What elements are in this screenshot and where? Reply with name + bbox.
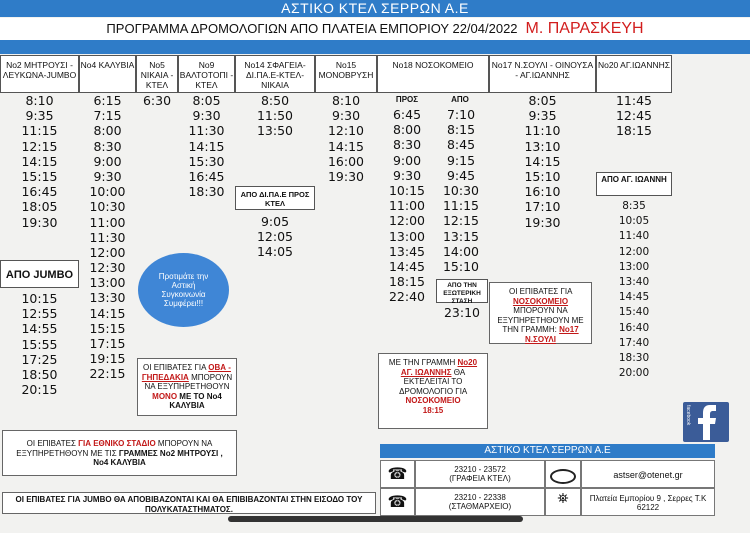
time-cell: 17:15 bbox=[89, 336, 126, 351]
no20-sub-label: ΑΠΟ ΑΓ. ΙΩΑΝΝΗ bbox=[596, 172, 672, 196]
promo-badge bbox=[138, 253, 229, 327]
email-icon bbox=[550, 469, 576, 484]
hosp-text-b: ΝΟΣΟΚΟΜΕΙΟ bbox=[512, 296, 569, 306]
time-cell: 12:00 bbox=[388, 213, 426, 229]
time-cell: 19:30 bbox=[327, 168, 365, 184]
time-cell: 12:00 bbox=[618, 245, 650, 258]
time-cell: 8:10 bbox=[331, 93, 361, 108]
phone-station-number: 23210 - 22338 bbox=[454, 493, 506, 502]
phone-office bbox=[415, 460, 545, 488]
no18-to-label: ΠΡΟΣ bbox=[395, 95, 419, 104]
time-cell: 8:30 bbox=[93, 138, 122, 154]
jumbo-note: ΟΙ ΕΠΙΒΑΤΕΣ ΓΙΑ JUMBO ΘΑ ΑΠΟΒΙΒΑΖΟΝΤΑΙ ΚΑΙ ΘΑ ΕΠΙΒΙΒΑΖΟΝΤΑΙ ΣΤΗΝ ΕΙΣΟΔΟ ΤΟΥ ΠΟΛΥΚΑΤΑΣΤΗΜΑΤΟΣ. bbox=[2, 492, 376, 514]
stadio-text-d: ΓΡΑΜΜΕΣ Νο2 ΜΗΤΡΟΥΣΙ , Νο4 ΚΑΛΥΒΙΑ bbox=[93, 448, 223, 467]
time-cell: 15:30 bbox=[188, 153, 225, 169]
no18-to-times bbox=[382, 107, 432, 304]
no18-from-label: ΑΠΟ bbox=[451, 95, 469, 104]
time-cell: 10:00 bbox=[89, 184, 126, 200]
location-icon-cell bbox=[545, 488, 581, 516]
time-cell: 13:40 bbox=[618, 275, 650, 288]
time-cell: 13:50 bbox=[256, 123, 294, 139]
time-cell: 20:00 bbox=[618, 367, 650, 380]
time-cell: 18:15 bbox=[615, 123, 653, 139]
time-cell: 12:15 bbox=[442, 213, 480, 229]
time-cell: 10:15 bbox=[21, 291, 58, 306]
time-cell: 17:10 bbox=[524, 199, 561, 215]
time-cell: 9:05 bbox=[260, 214, 290, 229]
time-cell: 10:30 bbox=[442, 182, 480, 198]
oba-text-b: ΟΒΑ - ΓΗΠΕΔΑΚΙΑ bbox=[141, 363, 231, 382]
no14-sub-label: ΑΠΟ ΔΙ.ΠΑ.Ε ΠΡΟΣ ΚΤΕΛ bbox=[235, 186, 315, 210]
time-cell: 22:15 bbox=[89, 366, 126, 382]
time-cell: 12:30 bbox=[89, 260, 126, 276]
time-cell: 8:05 bbox=[528, 93, 557, 108]
stadio-note bbox=[2, 430, 237, 476]
no20-note bbox=[378, 353, 488, 429]
time-cell: 9:35 bbox=[25, 108, 54, 124]
time-cell: 14:15 bbox=[188, 138, 225, 154]
time-cell: 19:30 bbox=[21, 214, 58, 230]
time-cell: 23:10 bbox=[443, 305, 481, 320]
time-cell: 12:15 bbox=[21, 138, 58, 154]
time-cell: 16:10 bbox=[524, 184, 561, 200]
facebook-label: facebook bbox=[685, 405, 691, 426]
address bbox=[581, 488, 715, 516]
time-cell: 17:40 bbox=[618, 336, 650, 349]
time-cell: 8:15 bbox=[446, 122, 476, 138]
no2-times bbox=[0, 93, 79, 230]
blue-strip bbox=[0, 40, 750, 54]
route-header-no14: Νο14 ΣΦΑΓΕΙΑ-ΔΙ.ΠΑ.Ε-ΚΤΕΛ-ΝΙΚΑΙΑ bbox=[235, 55, 315, 93]
schedule-title bbox=[0, 18, 750, 40]
promo-badge-text: Προτιμάτε την Αστική Συγκοινωνία Συμφέρει!!! bbox=[158, 272, 209, 308]
no20-text-c: ΘΑ ΕΚΤΕΛΕΙΤΑΙ ΤΟ ΔΡΟΜΟΛΟΓΙΟ ΓΙΑ bbox=[399, 367, 467, 396]
time-cell: 14:55 bbox=[21, 321, 58, 337]
no20-text-a: ΜΕ ΤΗΝ ΓΡΑΜΜΗ bbox=[388, 358, 456, 367]
time-cell: 18:30 bbox=[188, 184, 225, 200]
email-address[interactable]: astser@otenet.gr bbox=[581, 460, 715, 488]
no18-ext-label: ΑΠΟ ΤΗΝ ΕΞΩΤΕΡΙΚΗ ΣΤΑΣΗ bbox=[436, 279, 488, 303]
no18-ext-times bbox=[436, 305, 488, 320]
time-cell: 8:50 bbox=[260, 93, 290, 108]
time-cell: 15:10 bbox=[442, 258, 480, 274]
hosp-text-a: ΟΙ ΕΠΙΒΑΤΕΣ ΓΙΑ bbox=[509, 287, 572, 296]
stadio-text-c: ΜΠΟΡΟΥΝ ΝΑ ΕΞΥΠΗΡΕΤΗΘΟΥΝ ΜΕ ΤΙΣ bbox=[16, 439, 213, 458]
route-header-no9: Νο9 ΒΑΛΤΟΤΟΠΙ - ΚΤΕΛ bbox=[178, 55, 235, 93]
time-cell: 14:05 bbox=[256, 244, 294, 260]
time-cell: 11:00 bbox=[89, 214, 126, 230]
no20-sub-times bbox=[596, 199, 672, 381]
time-cell: 18:30 bbox=[618, 351, 650, 364]
time-cell: 18:05 bbox=[21, 199, 58, 215]
time-cell: 9:00 bbox=[392, 152, 422, 168]
time-cell: 13:15 bbox=[442, 228, 480, 244]
no14-times bbox=[235, 93, 315, 139]
time-cell: 18:15 bbox=[388, 274, 426, 290]
time-cell: 13:00 bbox=[618, 260, 650, 273]
email-icon-cell bbox=[545, 460, 581, 488]
time-cell: 9:30 bbox=[93, 168, 122, 184]
time-cell: 13:00 bbox=[89, 275, 126, 291]
no20-times bbox=[596, 93, 672, 139]
footer-heading: ΑΣΤΙΚΟ ΚΤΕΛ ΣΕΡΡΩΝ Α.Ε bbox=[380, 444, 715, 458]
hosp-text-d: Νο17 Ν.ΣΟΥΛΙ bbox=[525, 325, 579, 344]
time-cell: 9:30 bbox=[392, 167, 422, 183]
time-cell: 13:10 bbox=[524, 138, 561, 154]
route-header-no15: Νο15 ΜΟΝΟΒΡΥΣΗ bbox=[315, 55, 377, 93]
no2-sub-times bbox=[0, 291, 79, 397]
time-cell: 8:00 bbox=[93, 123, 122, 139]
time-cell: 11:15 bbox=[442, 198, 480, 214]
oba-text-e: ΜΕ ΤΟ Νο4 ΚΑΛΥΒΙΑ bbox=[169, 391, 222, 410]
time-cell: 7:10 bbox=[446, 107, 476, 122]
phone-cell-1 bbox=[380, 460, 415, 488]
time-cell: 9:45 bbox=[446, 167, 476, 183]
time-cell: 10:15 bbox=[388, 182, 426, 198]
phone-station-label: (ΣΤΑΘΜΑΡΧΕΙΟ) bbox=[448, 502, 512, 511]
time-cell: 10:30 bbox=[89, 199, 126, 215]
phone-cell-2 bbox=[380, 488, 415, 516]
oba-text-a: ΟΙ ΕΠΙΒΑΤΕΣ ΓΙΑ bbox=[143, 363, 207, 372]
time-cell: 22:40 bbox=[388, 289, 426, 305]
no9-times bbox=[178, 93, 235, 199]
address-line-2: 62122 bbox=[636, 503, 660, 512]
location-pin-icon: ⛯ bbox=[557, 490, 569, 506]
time-cell: 11:30 bbox=[188, 123, 225, 139]
hosp-text-c: ΜΠΟΡΟΥΝ ΝΑ ΕΞΥΠΗΡΕΤΗΘΟΥΝ ΜΕ ΤΗΝ ΓΡΑΜΜΗ: bbox=[497, 306, 584, 334]
time-cell: 16:00 bbox=[327, 153, 365, 169]
time-cell: 6:15 bbox=[93, 93, 122, 108]
time-cell: 8:45 bbox=[446, 137, 476, 153]
time-cell: 14:45 bbox=[618, 291, 650, 304]
phone-office-label: (ΓΡΑΦΕΙΑ ΚΤΕΛ) bbox=[449, 474, 511, 483]
time-cell: 8:00 bbox=[392, 122, 422, 138]
time-cell: 6:30 bbox=[142, 93, 172, 108]
time-cell: 14:00 bbox=[442, 243, 480, 259]
time-cell: 9:00 bbox=[93, 153, 122, 169]
time-cell: 12:55 bbox=[21, 306, 58, 322]
no4-times bbox=[79, 93, 136, 382]
header-banner: ΑΣΤΙΚΟ ΚΤΕΛ ΣΕΡΡΩΝ Α.Ε bbox=[0, 0, 750, 17]
time-cell: 15:10 bbox=[524, 168, 561, 184]
time-cell: 15:55 bbox=[21, 336, 58, 352]
time-cell: 9:15 bbox=[446, 152, 476, 168]
time-cell: 14:15 bbox=[524, 153, 561, 169]
oba-text-c: ΜΠΟΡΟΥΝ ΝΑ ΕΞΥΠΗΡΕΤΗΘΟΥΝ bbox=[144, 372, 233, 391]
no2-sub-label: ΑΠΟ JUMBO bbox=[0, 260, 79, 288]
time-cell: 15:15 bbox=[89, 320, 126, 336]
time-cell: 19:15 bbox=[89, 351, 126, 367]
phone-icon: ☎ bbox=[387, 494, 408, 511]
phone-office-number: 23210 - 23572 bbox=[454, 465, 506, 474]
time-cell: 13:45 bbox=[388, 243, 426, 259]
time-cell: 14:45 bbox=[388, 258, 426, 274]
time-cell: 19:30 bbox=[524, 214, 561, 230]
no20-text-b: Νο20 ΑΓ. ΙΩΑΝΝΗΣ bbox=[400, 358, 478, 377]
time-cell: 12:00 bbox=[89, 244, 126, 260]
time-cell: 14:15 bbox=[21, 153, 58, 169]
time-cell: 11:15 bbox=[21, 123, 58, 139]
time-cell: 8:10 bbox=[25, 93, 54, 108]
time-cell: 11:30 bbox=[89, 229, 126, 245]
no20-text-d: ΝΟΣΟΚΟΜΕΙΟ bbox=[405, 396, 461, 405]
no5-times bbox=[136, 93, 178, 108]
time-cell: 12:10 bbox=[327, 123, 365, 139]
time-cell: 11:45 bbox=[615, 93, 653, 108]
time-cell: 7:15 bbox=[93, 108, 122, 124]
time-cell: 16:40 bbox=[618, 321, 650, 334]
hospital-note bbox=[489, 282, 592, 344]
time-cell: 15:40 bbox=[618, 306, 650, 319]
route-header-no2: Νο2 ΜΗΤΡΟΥΣΙ - ΛΕΥΚΩΝΑ-JUMBO bbox=[0, 55, 79, 93]
facebook-icon[interactable] bbox=[683, 402, 729, 442]
time-cell: 14:15 bbox=[327, 138, 365, 154]
route-header-no5: Νο5 ΝΙΚΑΙΑ - ΚΤΕΛ bbox=[136, 55, 178, 93]
time-cell: 18:50 bbox=[21, 366, 58, 382]
time-cell: 20:15 bbox=[21, 382, 58, 398]
route-header-no4: Νο4 ΚΑΛΥΒΙΑ bbox=[79, 55, 136, 93]
scrollbar[interactable] bbox=[228, 516, 523, 522]
address-line-1: Πλατεία Εμπορίου 9 , Σερρες Τ.Κ bbox=[589, 494, 707, 503]
time-cell: 16:45 bbox=[21, 184, 58, 200]
phone-station bbox=[415, 488, 545, 516]
no20-text-e: 18:15 bbox=[422, 405, 444, 415]
time-cell: 10:05 bbox=[618, 215, 650, 228]
time-cell: 11:40 bbox=[618, 230, 650, 243]
stadio-text-a: ΟΙ ΕΠΙΒΑΤΕΣ bbox=[26, 439, 76, 448]
no18-from-times bbox=[435, 107, 487, 274]
no17-times bbox=[489, 93, 596, 230]
time-cell: 11:00 bbox=[388, 198, 426, 214]
time-cell: 11:50 bbox=[256, 108, 294, 124]
route-header-no17: Νο17 Ν.ΣΟΥΛΙ - ΟΙΝΟΥΣΑ - ΑΓ.ΙΩΑΝΝΗΣ bbox=[489, 55, 596, 93]
time-cell: 15:15 bbox=[21, 168, 58, 184]
time-cell: 13:00 bbox=[388, 228, 426, 244]
time-cell: 11:10 bbox=[524, 123, 561, 139]
no14-sub-times bbox=[235, 214, 315, 260]
time-cell: 9:30 bbox=[331, 108, 361, 124]
day-label: Μ. ΠΑΡΑΣΚΕΥΗ bbox=[525, 20, 644, 37]
time-cell: 17:25 bbox=[21, 351, 58, 367]
oba-note bbox=[137, 358, 237, 416]
time-cell: 12:05 bbox=[256, 229, 294, 245]
time-cell: 8:05 bbox=[192, 93, 221, 108]
time-cell: 16:45 bbox=[188, 168, 225, 184]
time-cell: 13:30 bbox=[89, 290, 126, 306]
stadio-text-b: ΓΙΑ ΕΘΝΙΚΟ ΣΤΑΔΙΟ bbox=[78, 439, 156, 448]
no15-times bbox=[315, 93, 377, 184]
route-header-no20: Νο20 ΑΓ.ΙΩΑΝΝΗΣ bbox=[596, 55, 672, 93]
time-cell: 8:30 bbox=[392, 137, 422, 153]
route-header-no18: Νο18 ΝΟΣΟΚΟΜΕΙΟ bbox=[377, 55, 489, 93]
time-cell: 8:35 bbox=[622, 200, 646, 212]
time-cell: 9:35 bbox=[528, 108, 557, 124]
time-cell: 12:45 bbox=[615, 108, 653, 124]
oba-text-d: ΜΟΝΟ bbox=[152, 391, 178, 401]
time-cell: 6:45 bbox=[392, 107, 422, 122]
schedule-subtitle: ΠΡΟΓΡΑΜΜΑ ΔΡΟΜΟΛΟΓΙΩΝ ΑΠΟ ΠΛΑΤΕΙΑ ΕΜΠΟΡΙΟΥ 22/04/2022 bbox=[106, 21, 518, 36]
phone-icon: ☎ bbox=[387, 466, 408, 483]
time-cell: 9:30 bbox=[192, 108, 221, 124]
time-cell: 14:15 bbox=[89, 305, 126, 321]
